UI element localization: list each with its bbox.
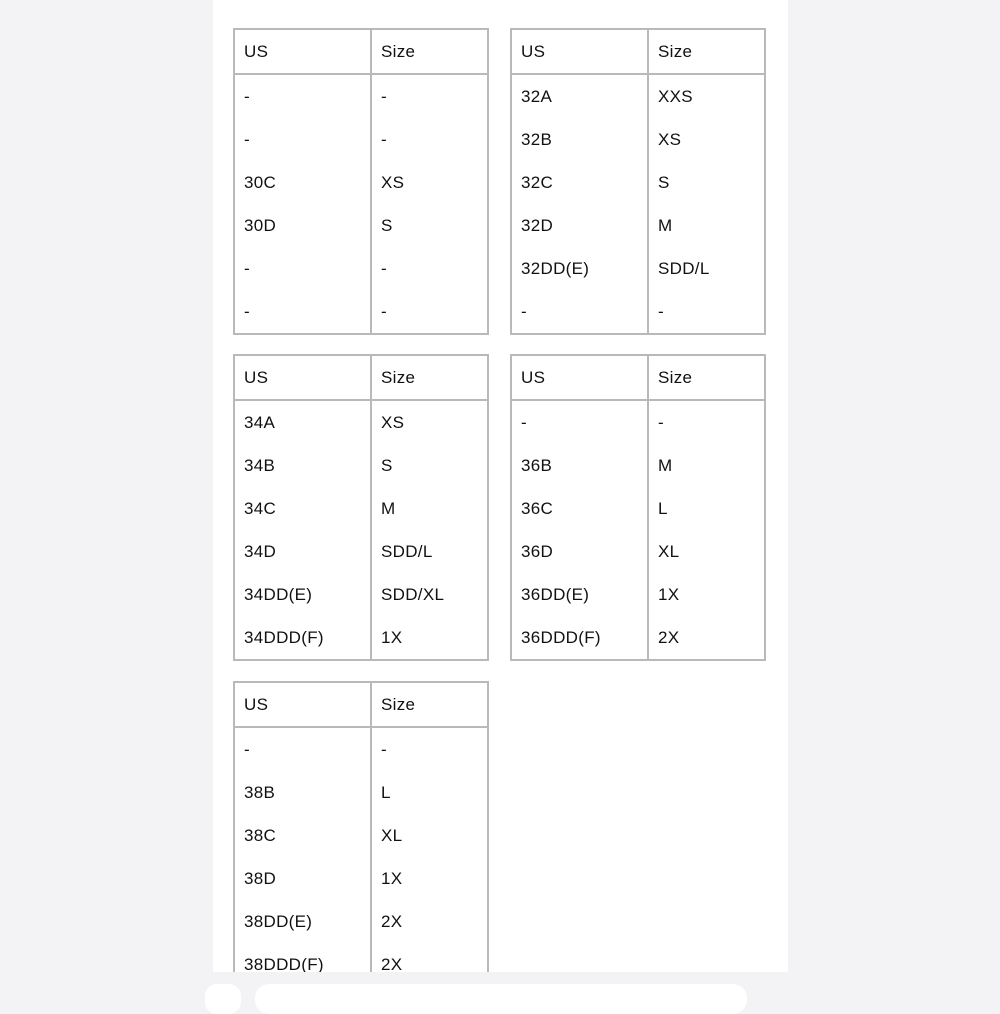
- us-size-cell: 36DD(E): [511, 573, 648, 616]
- table-row: [234, 444, 488, 487]
- header-size: Size: [371, 355, 488, 400]
- us-size-cell: 36B: [511, 444, 648, 487]
- size-chart-sheet: [213, 0, 788, 972]
- table-header-row: [511, 355, 765, 400]
- table-row: [511, 247, 765, 290]
- size-cell: -: [658, 301, 664, 321]
- table-row: [234, 530, 488, 573]
- size-cell: SDD/XL: [381, 584, 445, 604]
- header-size: Size: [371, 29, 488, 74]
- header-us: US: [234, 682, 371, 727]
- size-cell: S: [381, 455, 393, 475]
- us-size-cell: 38DDD(F): [234, 943, 371, 972]
- table-row: [234, 290, 488, 334]
- us-size-cell: -: [234, 74, 371, 118]
- size-cell: -: [381, 301, 387, 321]
- us-size-cell: 34D: [234, 530, 371, 573]
- us-size-cell: 34DD(E): [234, 573, 371, 616]
- size-cell: M: [658, 455, 673, 475]
- table-row: [511, 204, 765, 247]
- size-cell: S: [381, 215, 393, 235]
- size-table-36: [510, 354, 766, 661]
- header-size: Size: [648, 29, 765, 74]
- table-row: [234, 247, 488, 290]
- us-size-cell: 32C: [511, 161, 648, 204]
- size-cell: SDD/L: [658, 258, 710, 278]
- us-size-cell: 30C: [234, 161, 371, 204]
- header-us: US: [234, 29, 371, 74]
- table-row: [511, 573, 765, 616]
- table-header-row: [511, 29, 765, 74]
- header-us: US: [511, 355, 648, 400]
- table-row: [234, 573, 488, 616]
- us-size-cell: 38D: [234, 857, 371, 900]
- size-cell: L: [381, 782, 391, 802]
- table-row: [511, 118, 765, 161]
- size-table-38: [233, 681, 489, 972]
- us-size-cell: 34DDD(F): [234, 616, 371, 660]
- us-size-cell: 30D: [234, 204, 371, 247]
- us-size-cell: 32D: [511, 204, 648, 247]
- table-row: [511, 400, 765, 444]
- table-row: [234, 161, 488, 204]
- size-cell: SDD/L: [381, 541, 433, 561]
- us-size-cell: 38DD(E): [234, 900, 371, 943]
- us-size-cell: -: [234, 118, 371, 161]
- size-cell: M: [381, 498, 396, 518]
- size-cell: -: [381, 258, 387, 278]
- table-row: [511, 487, 765, 530]
- table-header-row: [234, 682, 488, 727]
- table-row: [234, 204, 488, 247]
- header-size: Size: [371, 682, 488, 727]
- toolbar-button-left[interactable]: [205, 984, 241, 1014]
- header-us: US: [234, 355, 371, 400]
- size-cell: S: [658, 172, 670, 192]
- header-size: Size: [648, 355, 765, 400]
- us-size-cell: 34A: [234, 400, 371, 444]
- table-row: [234, 400, 488, 444]
- table-row: [234, 900, 488, 943]
- size-cell: 2X: [658, 627, 680, 647]
- us-size-cell: 36D: [511, 530, 648, 573]
- table-row: [234, 118, 488, 161]
- size-cell: 1X: [381, 627, 403, 647]
- us-size-cell: -: [234, 247, 371, 290]
- size-cell: XS: [658, 129, 682, 149]
- us-size-cell: -: [234, 290, 371, 334]
- size-cell: -: [658, 412, 664, 432]
- size-cell: -: [381, 739, 387, 759]
- table-row: [234, 74, 488, 118]
- table-row: [511, 161, 765, 204]
- size-table-34: [233, 354, 489, 661]
- size-table-32: [510, 28, 766, 335]
- size-cell: 2X: [381, 954, 403, 972]
- size-table-30: [233, 28, 489, 335]
- us-size-cell: 38B: [234, 771, 371, 814]
- size-cell: XL: [658, 541, 680, 561]
- size-cell: L: [658, 498, 668, 518]
- table-row: [234, 857, 488, 900]
- us-size-cell: 32B: [511, 118, 648, 161]
- us-size-cell: 32DD(E): [511, 247, 648, 290]
- us-size-cell: -: [511, 400, 648, 444]
- size-cell: 1X: [658, 584, 680, 604]
- table-row: [511, 530, 765, 573]
- table-row: [234, 487, 488, 530]
- table-header-row: [234, 29, 488, 74]
- address-bar[interactable]: [255, 984, 747, 1014]
- us-size-cell: 34C: [234, 487, 371, 530]
- table-row: [511, 290, 765, 334]
- us-size-cell: -: [234, 727, 371, 771]
- us-size-cell: 38C: [234, 814, 371, 857]
- header-us: US: [511, 29, 648, 74]
- table-row: [234, 727, 488, 771]
- table-row: [234, 616, 488, 660]
- table-row: [511, 616, 765, 660]
- size-cell: 2X: [381, 911, 403, 931]
- us-size-cell: 36C: [511, 487, 648, 530]
- size-cell: XS: [381, 412, 405, 432]
- us-size-cell: 36DDD(F): [511, 616, 648, 660]
- size-cell: M: [658, 215, 673, 235]
- size-cell: XL: [381, 825, 403, 845]
- us-size-cell: -: [511, 290, 648, 334]
- table-row: [511, 74, 765, 118]
- table-row: [234, 814, 488, 857]
- table-row: [234, 771, 488, 814]
- size-cell: 1X: [381, 868, 403, 888]
- size-cell: -: [381, 86, 387, 106]
- table-header-row: [234, 355, 488, 400]
- size-cell: XXS: [658, 86, 693, 106]
- table-row: [511, 444, 765, 487]
- table-row: [234, 943, 488, 972]
- us-size-cell: 34B: [234, 444, 371, 487]
- us-size-cell: 32A: [511, 74, 648, 118]
- size-cell: XS: [381, 172, 405, 192]
- size-cell: -: [381, 129, 387, 149]
